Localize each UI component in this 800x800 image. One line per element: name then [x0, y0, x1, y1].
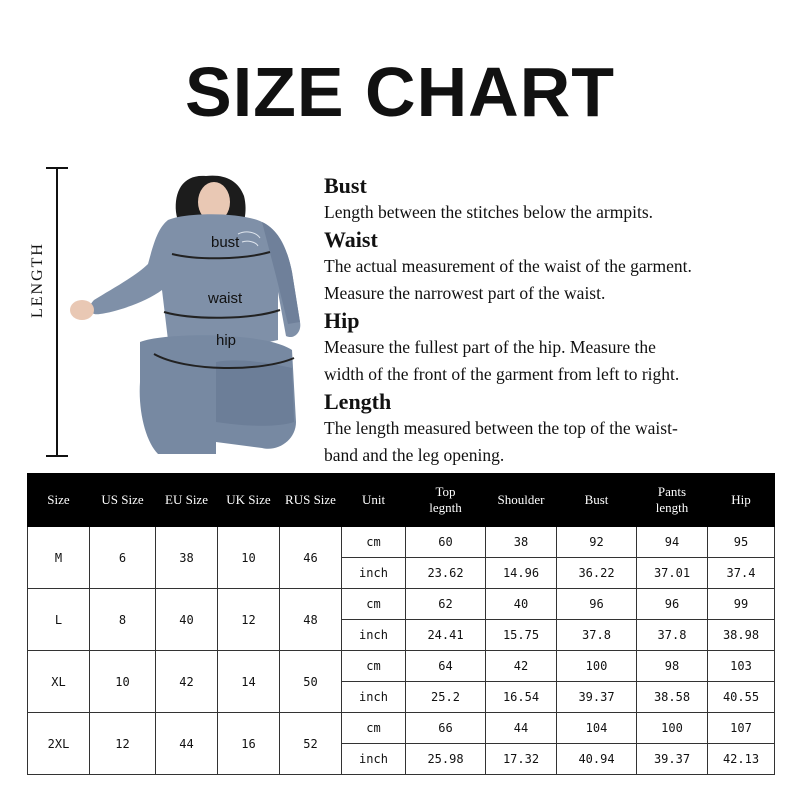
definition-line: Measure the fullest part of the hip. Measure the — [324, 337, 656, 357]
unit-cell: cm — [342, 651, 406, 682]
column-header: EU Size — [156, 474, 218, 527]
measurement-cell: 98 — [637, 651, 708, 682]
ruler-line — [56, 167, 58, 457]
hip-label: hip — [216, 332, 237, 349]
model-figure — [66, 172, 306, 457]
ruler-bottom-tick — [46, 455, 68, 457]
measurement-cell: 64 — [406, 651, 486, 682]
measurement-cell: 36.22 — [557, 558, 637, 589]
measurement-cell: 16.54 — [486, 682, 557, 713]
unit-cell: inch — [342, 744, 406, 775]
definition-waist — [324, 226, 794, 307]
model-illustration — [66, 172, 306, 457]
definition-line: The actual measurement of the waist of the garment. — [324, 256, 692, 276]
measurement-cell: 100 — [637, 713, 708, 744]
table-row — [28, 527, 775, 558]
unit-cell: inch — [342, 620, 406, 651]
measurement-cell: 44 — [486, 713, 557, 744]
measurement-cell: 94 — [637, 527, 708, 558]
uk-size-cell: 16 — [218, 713, 280, 775]
measurement-cell: 103 — [708, 651, 775, 682]
column-header: Shoulder — [486, 474, 557, 527]
eu-size-cell: 40 — [156, 589, 218, 651]
us-size-cell: 6 — [90, 527, 156, 589]
column-header: Top legnth — [406, 474, 486, 527]
definition-term: Waist — [324, 227, 378, 252]
definition-line: width of the front of the garment from left to right. — [324, 364, 680, 384]
measurement-cell: 40 — [486, 589, 557, 620]
eu-size-cell: 44 — [156, 713, 218, 775]
measurement-cell: 62 — [406, 589, 486, 620]
ruler-label: LENGTH — [29, 242, 46, 318]
us-size-cell: 12 — [90, 713, 156, 775]
bust-label: bust — [211, 234, 240, 251]
table-row — [28, 713, 775, 744]
measurement-cell: 42 — [486, 651, 557, 682]
measurement-cell: 25.98 — [406, 744, 486, 775]
measurement-cell: 39.37 — [557, 682, 637, 713]
column-header: Hip — [708, 474, 775, 527]
size-cell: L — [28, 589, 90, 651]
eu-size-cell: 38 — [156, 527, 218, 589]
definition-line: band and the leg opening. — [324, 445, 505, 465]
measurement-cell: 96 — [557, 589, 637, 620]
definition-term: Bust — [324, 173, 367, 198]
unit-cell: cm — [342, 713, 406, 744]
definition-line: The length measured between the top of the waist- — [324, 418, 678, 438]
measurement-cell: 40.94 — [557, 744, 637, 775]
column-header: Size — [28, 474, 90, 527]
column-header: Bust — [557, 474, 637, 527]
measurement-cell: 66 — [406, 713, 486, 744]
definition-hip — [324, 307, 794, 388]
column-header: UK Size — [218, 474, 280, 527]
measurement-cell: 99 — [708, 589, 775, 620]
measurement-cell: 25.2 — [406, 682, 486, 713]
eu-size-cell: 42 — [156, 651, 218, 713]
measurement-cell: 107 — [708, 713, 775, 744]
definition-term: Hip — [324, 308, 360, 333]
uk-size-cell: 10 — [218, 527, 280, 589]
measurement-cell: 37.8 — [637, 620, 708, 651]
rus-size-cell: 50 — [280, 651, 342, 713]
measurement-cell: 24.41 — [406, 620, 486, 651]
column-header: Unit — [342, 474, 406, 527]
measurement-cell: 37.01 — [637, 558, 708, 589]
uk-size-cell: 12 — [218, 589, 280, 651]
definition-term: Length — [324, 389, 392, 414]
size-cell: 2XL — [28, 713, 90, 775]
measurement-cell: 39.37 — [637, 744, 708, 775]
definition-length — [324, 388, 794, 469]
column-header: Pants length — [637, 474, 708, 527]
unit-cell: inch — [342, 682, 406, 713]
column-header: RUS Size — [280, 474, 342, 527]
definition-line: Measure the narrowest part of the waist. — [324, 283, 606, 303]
measurement-cell: 15.75 — [486, 620, 557, 651]
size-cell: XL — [28, 651, 90, 713]
unit-cell: cm — [342, 527, 406, 558]
page-title: SIZE CHART — [185, 53, 615, 131]
table-body — [28, 527, 775, 775]
measurement-cell: 14.96 — [486, 558, 557, 589]
measurement-cell: 37.8 — [557, 620, 637, 651]
us-size-cell: 10 — [90, 651, 156, 713]
measurement-cell: 38.98 — [708, 620, 775, 651]
measurement-cell: 17.32 — [486, 744, 557, 775]
uk-size-cell: 14 — [218, 651, 280, 713]
rus-size-cell: 52 — [280, 713, 342, 775]
size-cell: M — [28, 527, 90, 589]
definition-bust — [324, 172, 794, 226]
measurement-cell: 37.4 — [708, 558, 775, 589]
measurement-cell: 104 — [557, 713, 637, 744]
measurement-cell: 38 — [486, 527, 557, 558]
rus-size-cell: 48 — [280, 589, 342, 651]
measurement-cell: 23.62 — [406, 558, 486, 589]
column-header: US Size — [90, 474, 156, 527]
measurement-cell: 38.58 — [637, 682, 708, 713]
measurement-cell: 60 — [406, 527, 486, 558]
table-header-row — [28, 474, 775, 527]
measurement-definitions — [324, 172, 794, 469]
measurement-cell: 96 — [637, 589, 708, 620]
measurement-cell: 95 — [708, 527, 775, 558]
us-size-cell: 8 — [90, 589, 156, 651]
unit-cell: inch — [342, 558, 406, 589]
size-table — [27, 473, 775, 775]
definition-line: Length between the stitches below the armpits. — [324, 202, 654, 222]
measurement-cell: 42.13 — [708, 744, 775, 775]
measurement-cell: 100 — [557, 651, 637, 682]
measurement-cell: 92 — [557, 527, 637, 558]
measurement-cell: 40.55 — [708, 682, 775, 713]
rus-size-cell: 46 — [280, 527, 342, 589]
table-row — [28, 651, 775, 682]
waist-label: waist — [208, 290, 243, 307]
table-row — [28, 589, 775, 620]
unit-cell: cm — [342, 589, 406, 620]
